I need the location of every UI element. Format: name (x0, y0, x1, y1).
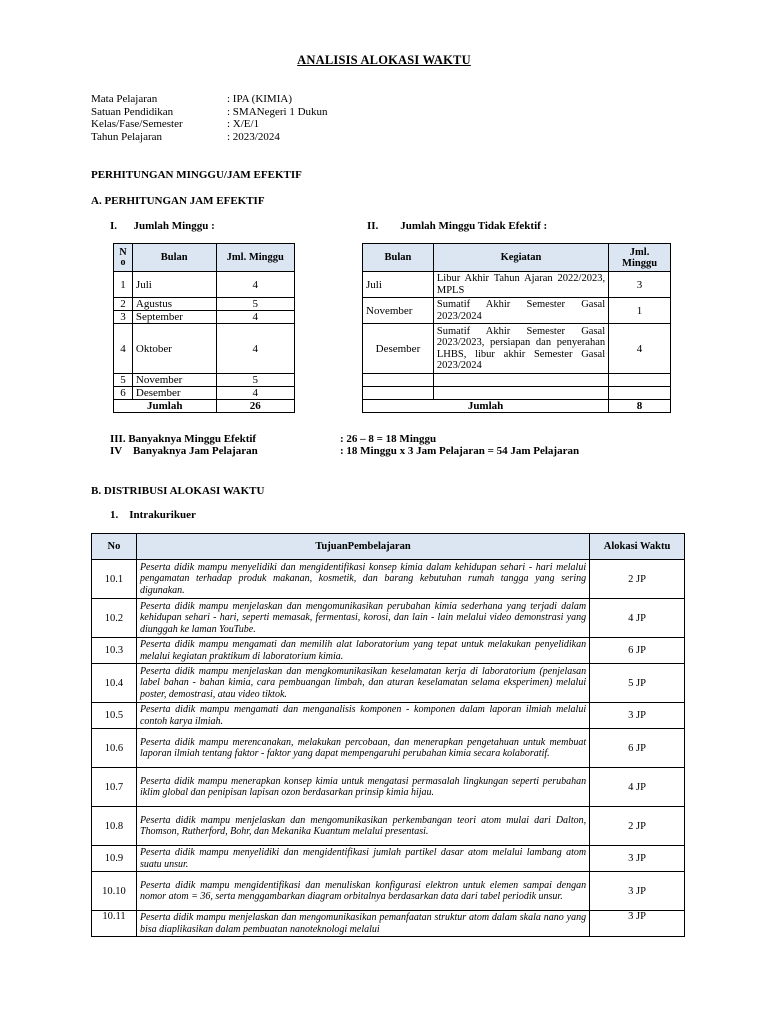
info-label: Satuan Pendidikan (91, 105, 174, 118)
table-header-row (363, 244, 671, 272)
table-row (363, 324, 671, 374)
cell-no: 10.9 (92, 846, 137, 872)
info-row (91, 118, 328, 131)
cell-tujuan: Peserta didik mampu menerapkan konsep kimia untuk mengatasi permasalah lingkungan seperti perubahan iklim global dan penipisan lapisan ozon berdasarkan prinsip kimia hijau. (136, 768, 589, 807)
table-total-row (114, 400, 295, 413)
cell-alokasi: 4 JP (590, 599, 685, 638)
empty-cell (609, 387, 671, 400)
header-bulan: Bulan (363, 244, 434, 272)
cell-no: 10.10 (92, 872, 137, 911)
table-minggu-tidak-efektif (362, 243, 671, 413)
heading-a: A. PERHITUNGAN JAM EFEKTIF (91, 195, 265, 207)
cell-bulan: Oktober (132, 324, 216, 374)
empty-cell (433, 387, 608, 400)
cell-tujuan: Peserta didik mampu menjelaskan dan mengomunikasikan perkembangan teori atom mulai dari Dalton, Thomson, Rutherford, Bohr, dan Mekanika Kuantum melalui presentasi. (136, 807, 589, 846)
header-tujuan: TujuanPembelajaran (136, 534, 589, 560)
cell-no: 10.11 (92, 911, 137, 937)
cell-no: 10.8 (92, 807, 137, 846)
table-row (92, 703, 685, 729)
table-row (92, 729, 685, 768)
table-header-row (114, 244, 295, 272)
cell-alokasi: 3 JP (590, 872, 685, 911)
cell-jml: 4 (216, 387, 295, 400)
info-value: : 2023/2024 (227, 130, 280, 143)
info-value: : IPA (KIMIA) (227, 93, 292, 105)
table-row (92, 599, 685, 638)
info-row (91, 93, 328, 106)
info-row (91, 131, 328, 144)
cell-bulan: November (363, 298, 434, 324)
total-label: Jumlah (363, 400, 609, 413)
cell-jml: 4 (609, 324, 671, 374)
table-row (114, 272, 295, 298)
header-jml-minggu: Jml. Minggu (216, 244, 295, 272)
cell-bulan: Juli (132, 272, 216, 298)
table-total-row (363, 400, 671, 413)
empty-cell (363, 374, 434, 387)
table-row (92, 846, 685, 872)
header-kegiatan: Kegiatan (433, 244, 608, 272)
cell-no: 10.2 (92, 599, 137, 638)
cell-alokasi: 3 JP (590, 703, 685, 729)
cell-no: 10.5 (92, 703, 137, 729)
cell-bulan: Agustus (132, 298, 216, 311)
cell-no: 2 (114, 298, 133, 311)
header-bulan: Bulan (132, 244, 216, 272)
cell-jml: 4 (216, 272, 295, 298)
cell-no: 10.7 (92, 768, 137, 807)
header-no: N o (114, 244, 133, 272)
cell-tujuan: Peserta didik mampu mengamati dan memilih alat laboratorium yang tepat untuk melakukan penyelidikan melalui kegiatan praktikum di laboratorium kimia. (136, 638, 589, 664)
cell-alokasi: 2 JP (590, 560, 685, 599)
cell-alokasi: 2 JP (590, 807, 685, 846)
table-row (92, 664, 685, 703)
header-no: No (92, 534, 137, 560)
cell-tujuan: Peserta didik mampu menjelaskan dan mengomunikasikan perubahan kimia sederhana yang terjadi dalam kehidupan sehari - hari, seperti memasak, fermentasi, korosi, dan lain - lain melalui video demonstrasi yang diunggah ke laman YouTube. (136, 599, 589, 638)
table-row (114, 324, 295, 374)
cell-jml: 5 (216, 374, 295, 387)
jam-pelajaran-value: : 18 Minggu x 3 Jam Pelajaran = 54 Jam Pelajaran (340, 445, 580, 457)
cell-kegiatan: Sumatif Akhir Semester Gasal 2023/2024 (433, 298, 608, 324)
table-row (114, 298, 295, 311)
cell-kegiatan: Sumatif Akhir Semester Gasal 2023/2023, persiapan dan penyerahan LHBS, libur akhir Semester Gasal 2023/2024 (433, 324, 608, 374)
cell-jml: 3 (609, 272, 671, 298)
heading-perhitungan: PERHITUNGAN MINGGU/JAM EFEKTIF (91, 169, 302, 181)
cell-no: 5 (114, 374, 133, 387)
cell-no: 4 (114, 324, 133, 374)
subheading-intrakurikuler: 1. Intrakurikuer (110, 509, 196, 521)
cell-tujuan: Peserta didik mampu mengamati dan menganalisis komponen - komponen dalam laporan ilmiah melalui contoh karya ilmiah. (136, 703, 589, 729)
info-value: : SMANegeri 1 Dukun (227, 105, 328, 118)
minggu-efektif-value: : 26 – 8 = 18 Minggu (340, 433, 437, 445)
table-row (363, 272, 671, 298)
table-header-row (92, 534, 685, 560)
cell-kegiatan: Libur Akhir Tahun Ajaran 2022/2023, MPLS (433, 272, 608, 298)
table-row (92, 768, 685, 807)
empty-cell (609, 374, 671, 387)
table-empty-row (363, 374, 671, 387)
table-row (92, 807, 685, 846)
total-value: 8 (609, 400, 671, 413)
info-value: : X/E/1 (227, 118, 260, 131)
heading-b: B. DISTRIBUSI ALOKASI WAKTU (91, 485, 265, 497)
header-jml-minggu: Jml. Minggu (609, 244, 671, 272)
cell-no: 6 (114, 387, 133, 400)
cell-tujuan: Peserta didik mampu menjelaskan dan mengkomunikasikan keselamatan kerja di laboratorium (penjelasan label bahan - bahan kimia, cara pembuangan limbah, dan aturan keselamatan selama eksperimen) melalui poster, demostrasi, atau video tiktok. (136, 664, 589, 703)
header-alokasi: Alokasi Waktu (590, 534, 685, 560)
total-value: 26 (216, 400, 295, 413)
cell-alokasi: 6 JP (590, 638, 685, 664)
info-label: Kelas/Fase/Semester (91, 118, 183, 131)
info-row (91, 106, 328, 119)
cell-no: 10.4 (92, 664, 137, 703)
cell-tujuan: Peserta didik mampu menyelidiki dan mengidentifikasi jumlah partikel dasar atom melalui lambang atom suatu unsur. (136, 846, 589, 872)
cell-bulan: Desember (363, 324, 434, 374)
cell-bulan: November (132, 374, 216, 387)
table-row (114, 311, 295, 324)
cell-jml: 4 (216, 311, 295, 324)
info-block (91, 93, 328, 143)
subheading-jumlah-minggu: I. Jumlah Minggu : (110, 220, 215, 232)
cell-jml: 1 (609, 298, 671, 324)
page-title: ANALISIS ALOKASI WAKTU (297, 53, 471, 67)
table-row (114, 374, 295, 387)
cell-tujuan: Peserta didik mampu menjelaskan dan mengomunikasikan pemanfaatan struktur atom dalam skala nano yang bisa diaplikasikan dalam pembuatan nanoteknologi melalui (136, 911, 589, 937)
jam-pelajaran-label: IV Banyaknya Jam Pelajaran (110, 445, 258, 457)
cell-tujuan: Peserta didik mampu mengidentifikasi dan menuliskan konfigurasi elektron untuk elemen sampai dengan nomor atom = 36, serta menggambarkan diagram orbitalnya berdasarkan data dari tabel periodik unsur. (136, 872, 589, 911)
table-distribusi (91, 533, 685, 937)
table-row (114, 387, 295, 400)
cell-tujuan: Peserta didik mampu merencanakan, melakukan percobaan, dan menerapkan pengetahuan untuk membuat laporan ilmiah tentang faktor - faktor yang dapat mempengaruhi perubahan kimia secara kolaboratif. (136, 729, 589, 768)
table-row (92, 560, 685, 599)
cell-no: 1 (114, 272, 133, 298)
cell-no: 10.6 (92, 729, 137, 768)
minggu-efektif-label: III. Banyaknya Minggu Efektif (110, 433, 257, 445)
cell-no: 3 (114, 311, 133, 324)
table-row (363, 298, 671, 324)
cell-tujuan: Peserta didik mampu menyelidiki dan mengidentifikasi konsep kimia dalam kehidupan sehari - hari melalui pengamatan terhadap produk makanan, kosmetik, dan barang kebutuhan rumah tangga yang sering digunakan. (136, 560, 589, 599)
info-label: Mata Pelajaran (91, 93, 158, 105)
cell-bulan: September (132, 311, 216, 324)
total-label: Jumlah (114, 400, 217, 413)
cell-bulan: Juli (363, 272, 434, 298)
cell-jml: 4 (216, 324, 295, 374)
cell-no: 10.1 (92, 560, 137, 599)
table-jumlah-minggu (113, 243, 295, 413)
cell-alokasi: 6 JP (590, 729, 685, 768)
empty-cell (433, 374, 608, 387)
subheading-minggu-tidak-efektif: II. Jumlah Minggu Tidak Efektif : (367, 220, 548, 232)
cell-alokasi: 4 JP (590, 768, 685, 807)
table-row (92, 911, 685, 937)
cell-alokasi: 3 JP (590, 846, 685, 872)
info-label: Tahun Pelajaran (91, 130, 163, 143)
cell-bulan: Desember (132, 387, 216, 400)
table-row (92, 638, 685, 664)
cell-alokasi: 5 JP (590, 664, 685, 703)
empty-cell (363, 387, 434, 400)
cell-alokasi: 3 JP (590, 911, 685, 937)
table-empty-row (363, 387, 671, 400)
cell-jml: 5 (216, 298, 295, 311)
table-row (92, 872, 685, 911)
cell-no: 10.3 (92, 638, 137, 664)
